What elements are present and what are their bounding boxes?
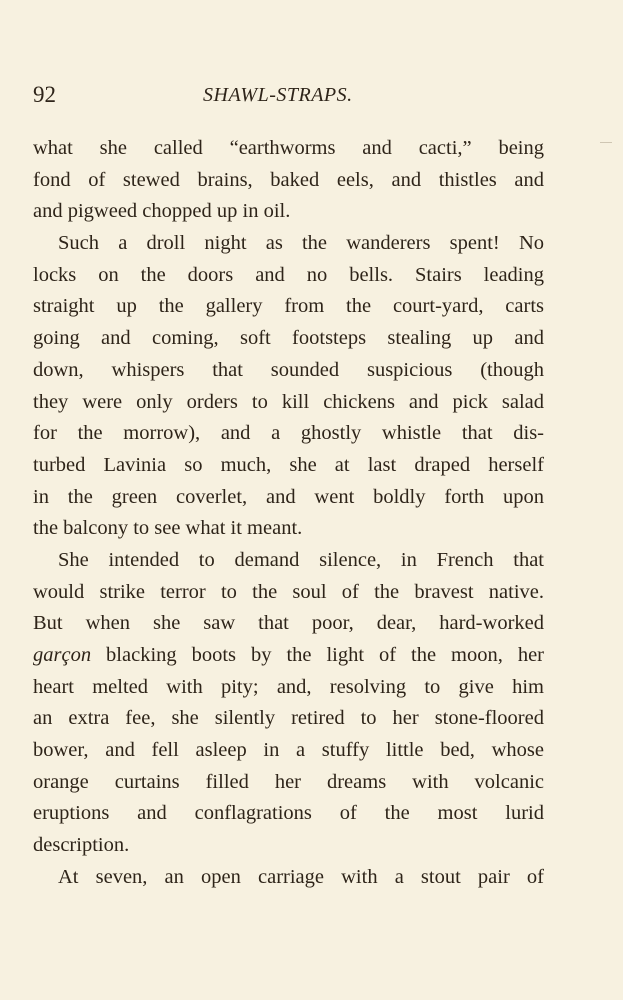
body-text [33, 133, 544, 894]
line-remainder: blacking boots by the light of the moon, her [106, 644, 545, 666]
text-line: orange curtains filled her dreams with volcanic [33, 770, 544, 793]
text-line: going and coming, soft footsteps stealing up and [33, 327, 544, 350]
text-line: in the green coverlet, and went boldly forth upon [33, 485, 544, 508]
page-header [33, 82, 553, 112]
paragraph-start-line: She intended to demand silence, in French that [58, 548, 544, 571]
page-number: 92 [33, 82, 56, 107]
text-line: But when she saw that poor, dear, hard-worked [33, 612, 544, 635]
text-line: heart melted with pity; and, resolving to give him [33, 675, 544, 698]
text-line: eruptions and conflagrations of the most lurid [33, 802, 544, 825]
text-line: they were only orders to kill chickens and pick salad [33, 390, 544, 413]
text-line: down, whispers that sounded suspicious (though [33, 358, 544, 381]
italic-word: garçon [33, 644, 92, 666]
paragraph-start-line: At seven, an open carriage with a stout pair of [58, 865, 544, 888]
margin-mark [600, 142, 612, 143]
paragraph-start-line: Such a droll night as the wanderers spent! No [58, 232, 544, 255]
text-line: the balcony to see what it meant. [33, 517, 303, 540]
text-line: turbed Lavinia so much, she at last draped herself [33, 453, 544, 476]
text-line: description. [33, 834, 130, 857]
text-line: an extra fee, she silently retired to her stone-floored [33, 707, 544, 730]
running-title: SHAWL-STRAPS. [203, 84, 353, 106]
text-line: for the morrow), and a ghostly whistle that dis- [33, 422, 544, 445]
text-line: fond of stewed brains, baked eels, and thistles and [33, 168, 544, 191]
text-line: bower, and fell asleep in a stuffy little bed, whose [33, 739, 544, 762]
text-line: and pigweed chopped up in oil. [33, 200, 291, 223]
text-line: would strike terror to the soul of the bravest native. [33, 580, 544, 603]
text-line-with-italic [33, 640, 544, 672]
text-line: straight up the gallery from the court-yard, carts [33, 295, 544, 318]
text-line: what she called “earthworms and cacti,” being [33, 137, 544, 159]
text-line: locks on the doors and no bells. Stairs leading [33, 263, 544, 286]
